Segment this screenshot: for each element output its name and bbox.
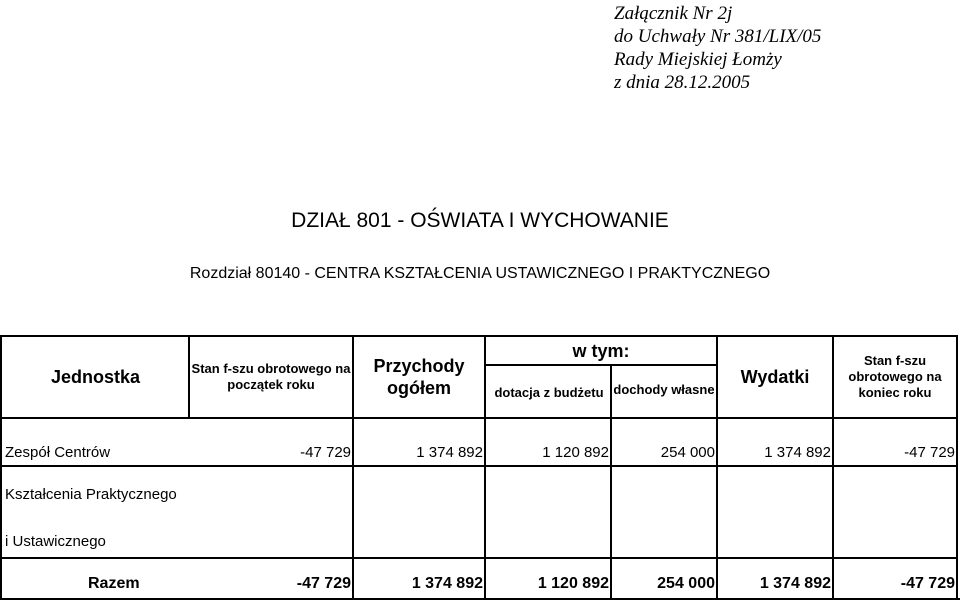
total-wydatki: 1 374 892 [759, 575, 831, 592]
row-stan-poczatek: -47 729 [300, 444, 351, 461]
total-przychody: 1 374 892 [411, 575, 483, 592]
total-label: Razem [88, 575, 140, 592]
row-dotacja: 1 120 892 [542, 444, 609, 461]
attachment-line-3: Rady Miejskiej Łomży [614, 49, 782, 70]
grid-col-7 [956, 335, 958, 600]
header-dotacja: dotacja z budżetu [494, 384, 604, 400]
total-dotacja: 1 120 892 [537, 575, 609, 592]
grid-col-3 [484, 335, 486, 600]
section-title: DZIAŁ 801 - OŚWIATA I WYCHOWANIE [291, 209, 669, 232]
grid-line-before-total [2, 557, 958, 559]
header-przychody: Przychody ogółem [373, 356, 465, 398]
row-przychody: 1 374 892 [416, 444, 483, 461]
grid-line-row-end [2, 465, 958, 467]
attachment-line-1: Załącznik Nr 2j [614, 3, 733, 24]
header-dochody: dochody własne [613, 381, 715, 397]
attachment-line-2: do Uchwały Nr 381/LIX/05 [614, 26, 822, 47]
header-stan-poczatek: Stan f-szu obrotowego na początek roku [191, 361, 351, 392]
header-stan-koniec: Stan f-szu obrotowego na koniec roku [848, 353, 942, 400]
header-w-tym: w tym: [572, 340, 630, 361]
grid-line-bottom [0, 598, 960, 600]
header-jednostka: Jednostka [50, 366, 141, 387]
row-stan-koniec: -47 729 [904, 444, 955, 461]
header-wydatki: Wydatki [740, 366, 810, 387]
total-stan-poczatek: -47 729 [296, 575, 351, 592]
section-subtitle: Rozdział 80140 - CENTRA KSZTAŁCENIA USTAWICZNEGO I PRAKTYCZNEGO [189, 265, 771, 282]
row-name-line-2: Kształcenia Praktycznego [5, 486, 177, 503]
attachment-note [614, 2, 821, 94]
grid-col-4b [610, 418, 612, 600]
total-dochody: 254 000 [657, 575, 715, 592]
total-stan-koniec: -47 729 [900, 575, 955, 592]
row-name-line-3: i Ustawicznego [5, 533, 106, 550]
row-dochody: 254 000 [660, 444, 715, 461]
row-name-line-1: Zespół Centrów [5, 444, 111, 461]
row-wydatki: 1 374 892 [764, 444, 831, 461]
grid-line-header-bottom [2, 417, 958, 419]
attachment-line-4: z dnia 28.12.2005 [614, 72, 751, 93]
